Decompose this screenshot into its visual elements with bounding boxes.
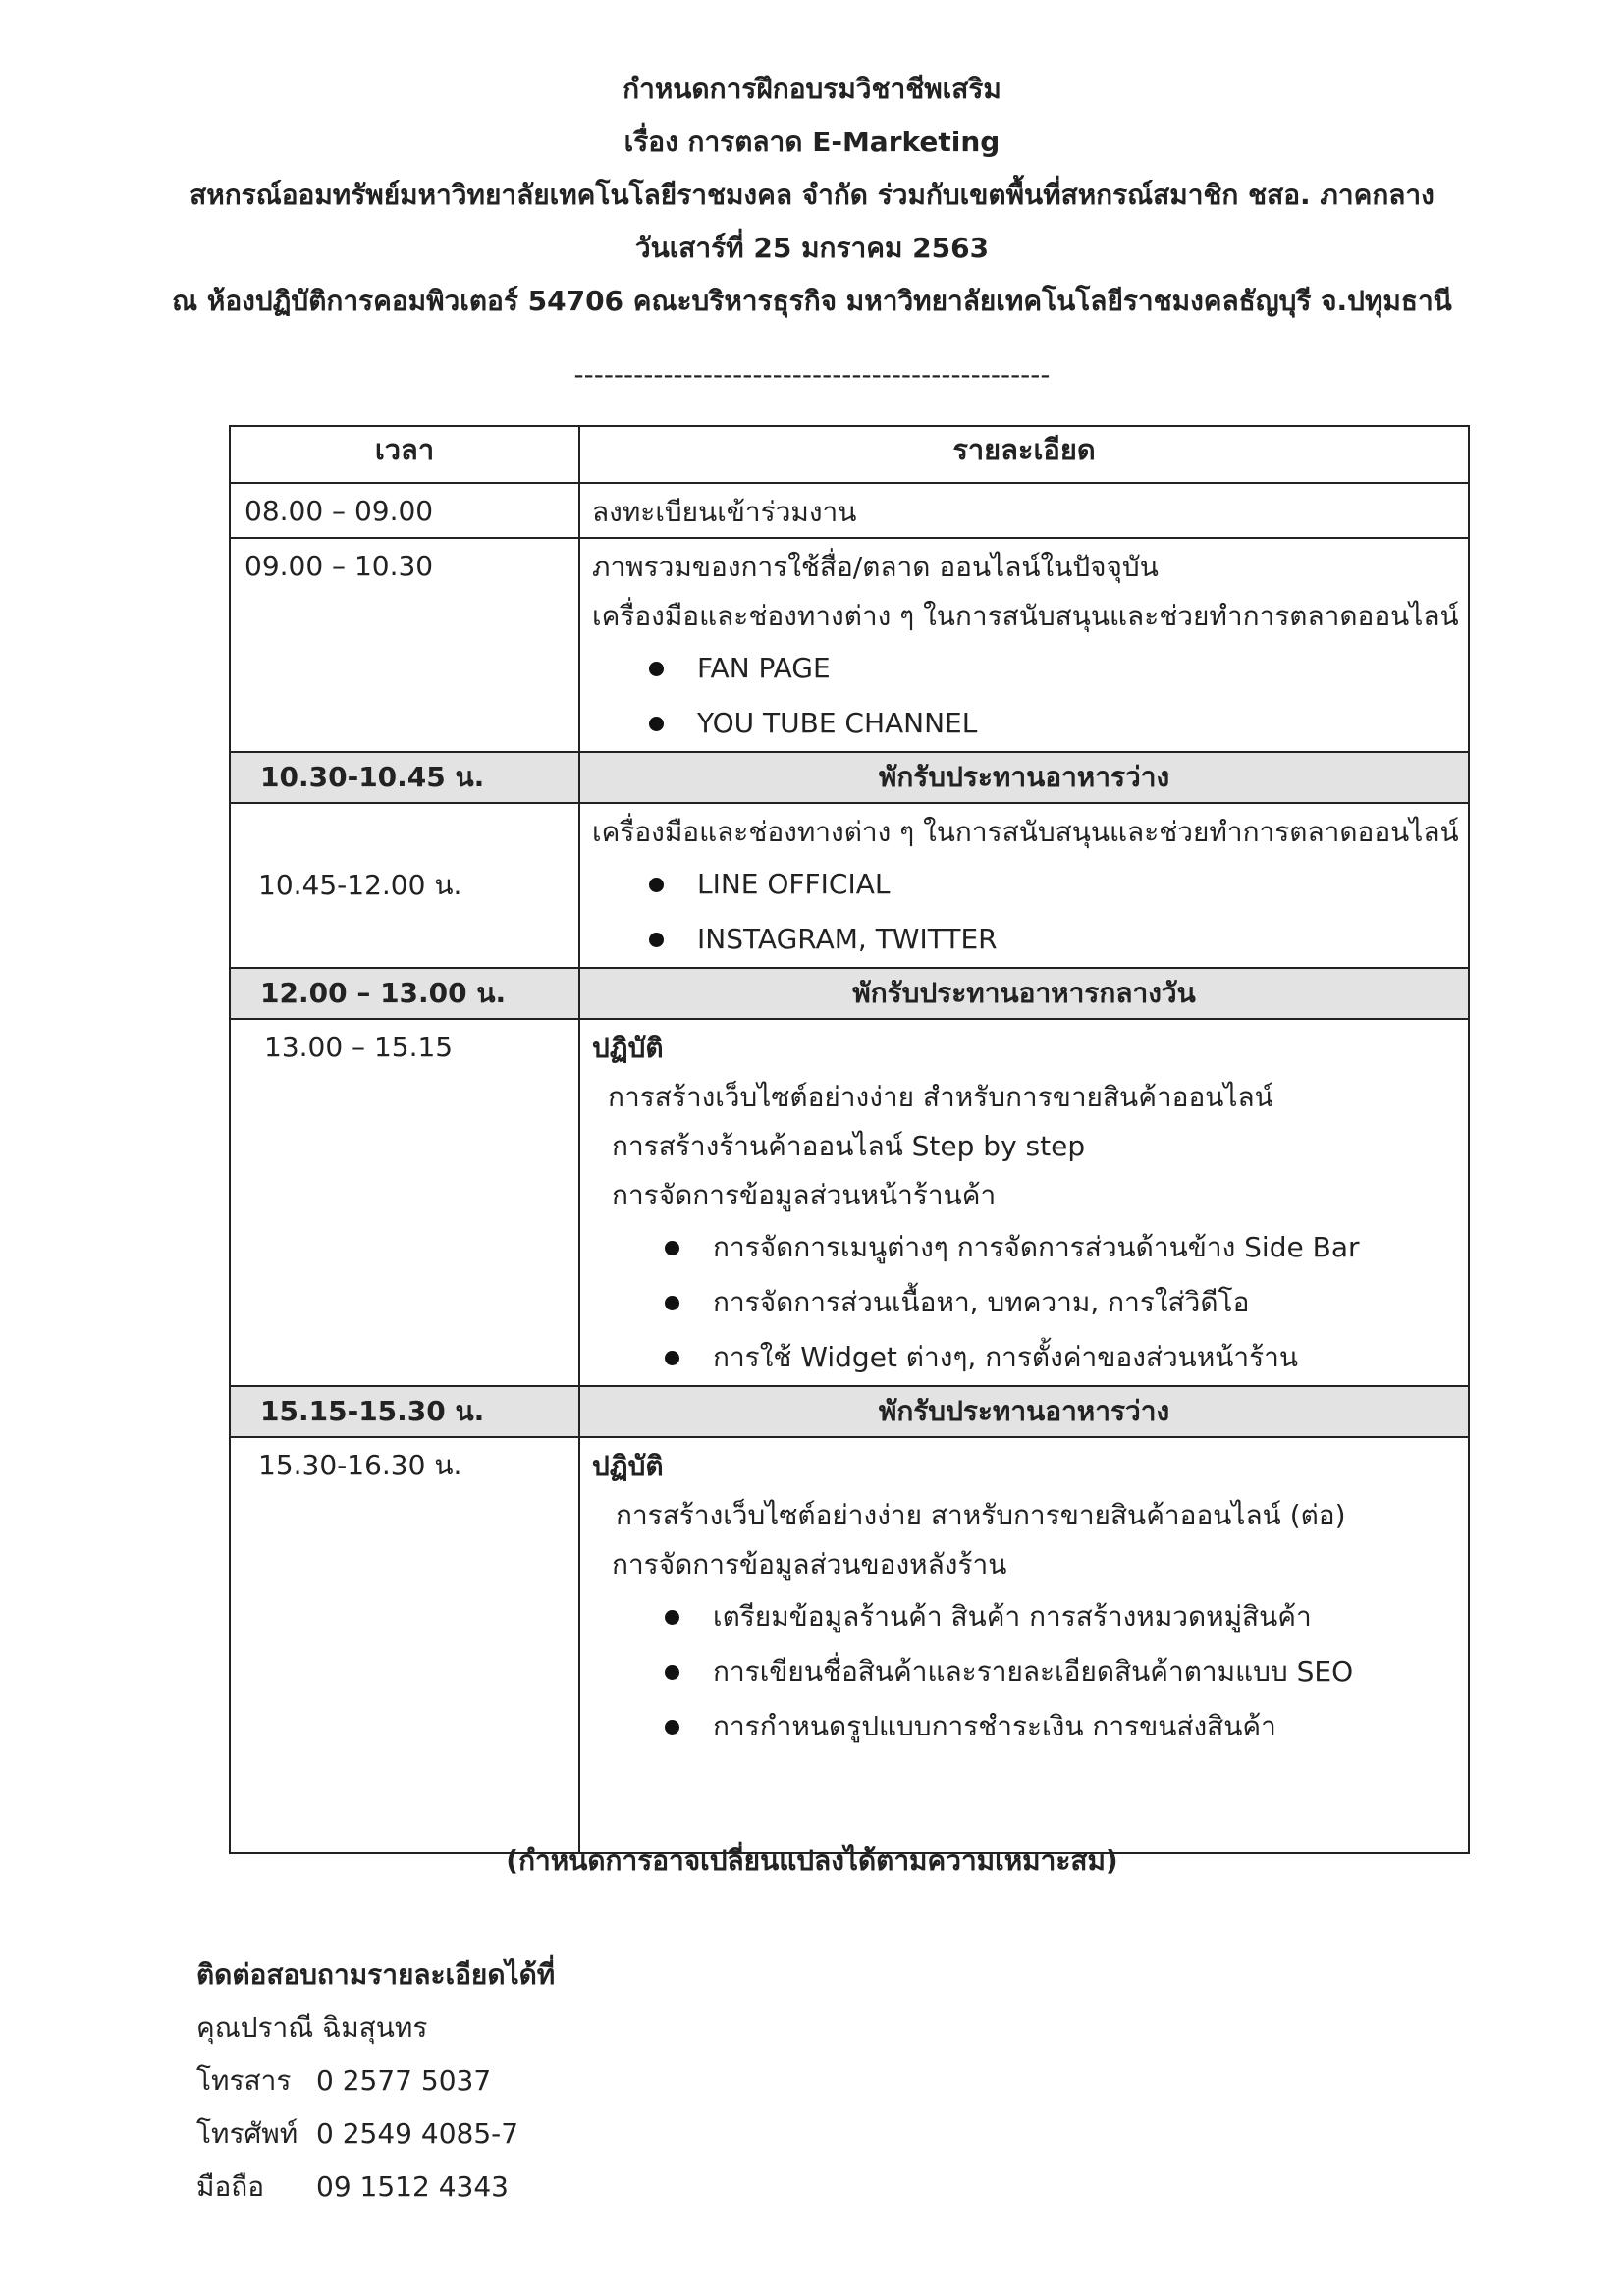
row-time: 15.30-16.30 น. <box>258 1449 462 1481</box>
bullet-icon <box>665 1665 679 1680</box>
bullet-icon <box>649 717 664 731</box>
contact-block <box>196 1949 555 2214</box>
table-row <box>230 803 1469 968</box>
row-detail-line: การจัดการข้อมูลส่วนของหลังร้าน <box>612 1548 1007 1580</box>
row-detail-line: การสร้างเว็บไซต์อย่างง่าย สาหรับการขายสินค้าออนไลน์ (ต่อ) <box>616 1499 1346 1531</box>
row-detail-heading: ปฏิบัติ <box>592 1450 664 1482</box>
table-row <box>230 538 1469 752</box>
contact-phone <box>196 2108 555 2161</box>
phone-label: โทรศัพท์ <box>196 2117 298 2150</box>
table-header-row <box>230 426 1469 483</box>
row-detail-line: การสร้างเว็บไซต์อย่างง่าย สำหรับการขายสินค้าออนไลน์ <box>608 1081 1273 1113</box>
bullet-item: INSTAGRAM, TWITTER <box>592 912 1468 967</box>
row-detail-heading: ปฏิบัติ <box>592 1032 664 1064</box>
doc-title: กำหนดการฝึกอบรมวิชาชีพเสริม <box>623 73 1001 105</box>
bullet-icon <box>665 1610 679 1625</box>
contact-name: คุณปราณี ฉิมสุนทร <box>196 2011 428 2044</box>
row-detail-line: การสร้างร้านค้าออนไลน์ Step by step <box>612 1130 1086 1162</box>
bullet-icon <box>665 1296 679 1310</box>
bullet-item: YOU TUBE CHANNEL <box>592 696 1468 751</box>
organizer-line: สหกรณ์ออมทรัพย์มหาวิทยาลัยเทคโนโลยีราชมงคล จำกัด ร่วมกับเขตพื้นที่สหกรณ์สมาชิก ชสอ. ภาคกลาง <box>189 179 1435 211</box>
row-detail-line: เครื่องมือและช่องทางต่าง ๆ ในการสนับสนุนและช่วยทำการตลาดออนไลน์ <box>592 816 1459 848</box>
bullet-item: LINE OFFICIAL <box>592 857 1468 912</box>
bullet-item: การกำหนดรูปแบบการชำระเงิน การขนส่งสินค้า <box>592 1699 1468 1754</box>
row-detail-line: เครื่องมือและช่องทางต่าง ๆ ในการสนับสนุนและช่วยทำการตลาดออนไลน์ <box>592 600 1459 632</box>
fax-number: 0 2577 5037 <box>316 2064 492 2097</box>
row-time: 09.00 – 10.30 <box>244 550 434 582</box>
table-row <box>230 483 1469 538</box>
event-venue: ณ ห้องปฏิบัติการคอมพิวเตอร์ 54706 คณะบริหารธุรกิจ มหาวิทยาลัยเทคโนโลยีราชมงคลธัญบุรี จ.ปทุมธานี <box>172 285 1452 317</box>
fax-label: โทรสาร <box>196 2064 292 2097</box>
break-detail: พักรับประทานอาหารว่าง <box>579 1386 1469 1437</box>
event-date: วันเสาร์ที่ 25 มกราคม 2563 <box>634 232 990 264</box>
mobile-number: 09 1512 4343 <box>316 2170 509 2203</box>
row-time: 13.00 – 15.15 <box>264 1031 454 1063</box>
header-time: เวลา <box>230 426 579 483</box>
mobile-label: มือถือ <box>196 2170 265 2203</box>
bullet-icon <box>665 1351 679 1365</box>
schedule-note: (กำหนดการอาจเปลี่ยนแปลงได้ตามความเหมาะสม) <box>506 1844 1118 1877</box>
bullet-icon <box>649 933 664 947</box>
document-header <box>0 63 1624 328</box>
row-time: 08.00 – 09.00 <box>244 495 434 527</box>
break-time: 15.15-15.30 น. <box>230 1386 579 1437</box>
break-time: 12.00 – 13.00 น. <box>230 968 579 1019</box>
contact-mobile <box>196 2161 555 2214</box>
row-time: 10.45-12.00 น. <box>258 869 462 901</box>
bullet-item: การจัดการเมนูต่างๆ การจัดการส่วนด้านข้าง Side Bar <box>592 1220 1468 1275</box>
bullet-item: การใช้ Widget ต่างๆ, การตั้งค่าของส่วนหน้าร้าน <box>592 1330 1468 1385</box>
break-detail: พักรับประทานอาหารว่าง <box>579 752 1469 803</box>
row-detail-line: ภาพรวมของการใช้สื่อ/ตลาด ออนไลน์ในปัจจุบัน <box>592 551 1159 583</box>
break-row <box>230 1386 1469 1437</box>
break-row <box>230 752 1469 803</box>
break-row <box>230 968 1469 1019</box>
bullet-item: การจัดการส่วนเนื้อหา, บทความ, การใส่วิดีโอ <box>592 1275 1468 1330</box>
break-time: 10.30-10.45 น. <box>230 752 579 803</box>
contact-fax <box>196 2055 555 2108</box>
schedule-table <box>229 425 1470 1854</box>
bullet-icon <box>665 1241 679 1255</box>
row-detail: ลงทะเบียนเข้าร่วมงาน <box>592 496 857 528</box>
bullet-item: เตรียมข้อมูลร้านค้า สินค้า การสร้างหมวดหมู่สินค้า <box>592 1589 1468 1644</box>
header-detail: รายละเอียด <box>579 426 1469 483</box>
divider-line: ------------------------------------------------ <box>573 358 1051 391</box>
bullet-icon <box>649 662 664 676</box>
phone-number: 0 2549 4085-7 <box>316 2117 519 2150</box>
bullet-icon <box>665 1720 679 1735</box>
contact-title: ติดต่อสอบถามรายละเอียดได้ที่ <box>196 1958 556 1991</box>
row-detail-line: การจัดการข้อมูลส่วนหน้าร้านค้า <box>612 1179 997 1211</box>
bullet-item: FAN PAGE <box>592 641 1468 696</box>
bullet-icon <box>649 878 664 892</box>
table-row <box>230 1019 1469 1386</box>
break-detail: พักรับประทานอาหารกลางวัน <box>579 968 1469 1019</box>
doc-subject: เรื่อง การตลาด E-Marketing <box>623 126 1001 158</box>
bullet-item: การเขียนชื่อสินค้าและรายละเอียดสินค้าตามแบบ SEO <box>592 1644 1468 1699</box>
table-row <box>230 1437 1469 1853</box>
